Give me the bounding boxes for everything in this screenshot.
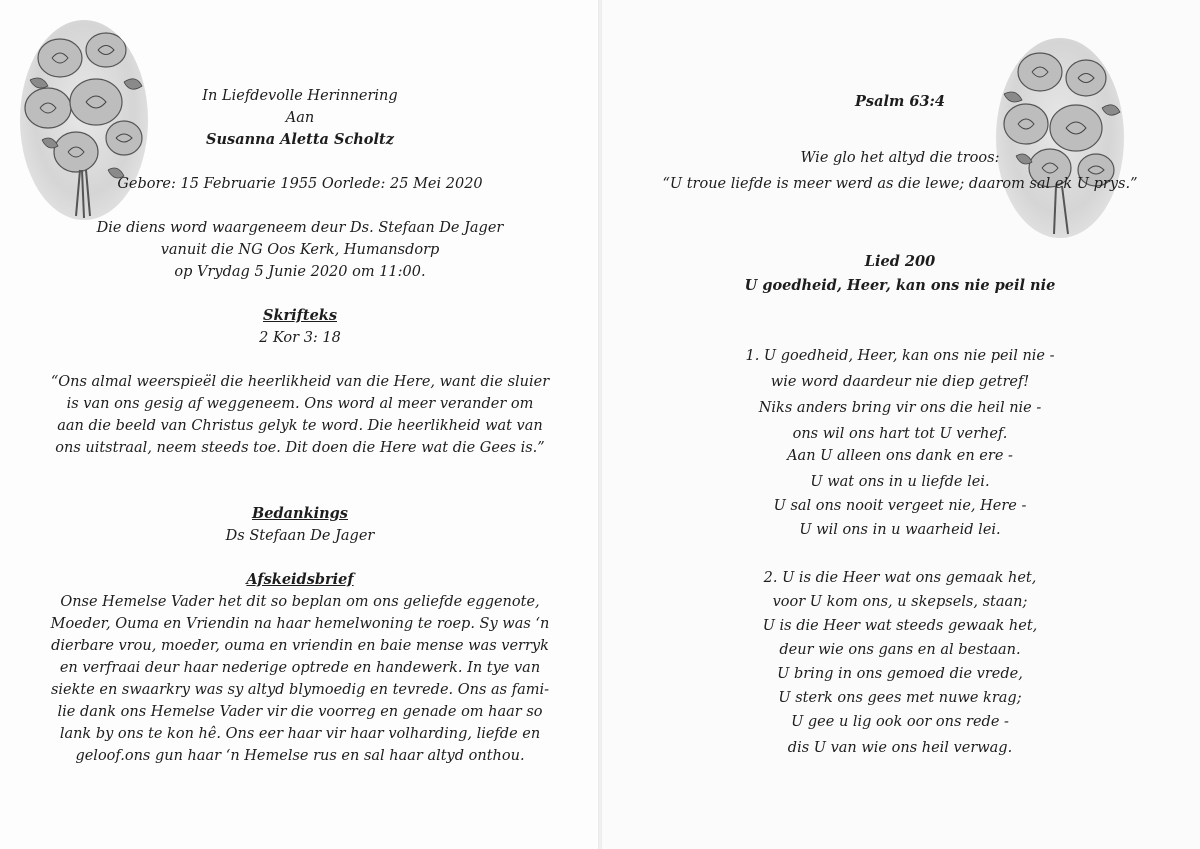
thanks-heading: Bedankings bbox=[252, 505, 348, 522]
hymn-title: U goedheid, Heer, kan ons nie peil nie bbox=[744, 277, 1056, 294]
farewell-line: Moeder, Ouma en Vriendin na haar hemelwoning te roep. Sy was ‘n bbox=[50, 616, 550, 632]
verse1-line: 1. U goedheid, Heer, kan ons nie peil nie - bbox=[745, 348, 1055, 364]
verse1-line: U wil ons in u waarheid lei. bbox=[799, 522, 1001, 538]
verse1-line: ons wil ons hart tot U verhef. bbox=[792, 426, 1008, 442]
farewell-line: en verfraai deur haar nederige optrede en handewerk. In tye van bbox=[59, 660, 541, 676]
scripture-line: ons uitstraal, neem steeds toe. Dit doen die Here wat die Gees is.” bbox=[55, 440, 545, 456]
verse2-line: dis U van wie ons heil verwag. bbox=[787, 740, 1013, 756]
scripture-line: “Ons almal weerspieël die heerlikheid van die Here, want die sluier bbox=[50, 374, 550, 390]
farewell-line: lank by ons te kon hê. Ons eer haar vir haar volharding, liefde en bbox=[59, 726, 541, 742]
farewell-heading: Afskeidsbrief bbox=[246, 571, 354, 588]
verse1-line: Niks anders bring vir ons die heil nie - bbox=[758, 400, 1042, 416]
verse1-line: wie word daardeur nie diep getref! bbox=[770, 374, 1030, 390]
scripture-line: is van ons gesig af weggeneem. Ons word al meer verander om bbox=[66, 396, 534, 412]
farewell-line: geloof.ons gun haar ‘n Hemelse rus en sal haar altyd onthou. bbox=[75, 748, 525, 764]
verse2-line: 2. U is die Heer wat ons gemaak het, bbox=[763, 570, 1037, 586]
verse2-line: U sterk ons gees met nuwe krag; bbox=[778, 690, 1022, 706]
service-line: op Vrydag 5 Junie 2020 om 11:00. bbox=[174, 264, 426, 280]
page-fold bbox=[598, 0, 602, 849]
deceased-name: Susanna Aletta Scholtz bbox=[206, 131, 394, 148]
hymn-number: Lied 200 bbox=[864, 253, 936, 270]
verse2-line: U gee u lig ook oor ons rede - bbox=[791, 714, 1009, 730]
psalm-quote: “U troue liefde is meer werd as die lewe; daarom sal ek U prys.” bbox=[662, 176, 1138, 192]
scripture-reference: 2 Kor 3: 18 bbox=[259, 330, 341, 346]
verse2-line: U bring in ons gemoed die vrede, bbox=[777, 666, 1023, 682]
intro-aan: Aan bbox=[285, 110, 315, 126]
psalm-title: Psalm 63:4 bbox=[855, 93, 945, 110]
verse1-line: U wat ons in u liefde lei. bbox=[810, 474, 990, 490]
verse2-line: voor U kom ons, u skepsels, staan; bbox=[772, 594, 1028, 610]
psalm-line: Wie glo het altyd die troos: bbox=[800, 150, 1000, 166]
farewell-line: Onse Hemelse Vader het dit so beplan om ons geliefde eggenote, bbox=[60, 594, 540, 610]
scripture-heading: Skrifteks bbox=[262, 307, 338, 324]
verse2-line: U is die Heer wat steeds gewaak het, bbox=[762, 618, 1038, 634]
farewell-line: siekte en swaarkry was sy altyd blymoedig en tevrede. Ons as fami- bbox=[50, 682, 550, 698]
farewell-line: dierbare vrou, moeder, ouma en vriendin en baie mense was verryk bbox=[51, 638, 549, 654]
verse1-line: U sal ons nooit vergeet nie, Here - bbox=[773, 498, 1027, 514]
farewell-line: lie dank ons Hemelse Vader vir die voorreg en genade om haar so bbox=[57, 704, 543, 720]
scripture-line: aan die beeld van Christus gelyk te word. Die heerlikheid wat van bbox=[57, 418, 543, 434]
rose-bouquet-icon bbox=[996, 38, 1124, 238]
verse2-line: deur wie ons gans en al bestaan. bbox=[779, 642, 1021, 658]
intro-line: In Liefdevolle Herinnering bbox=[202, 88, 398, 104]
thanks-name: Ds Stefaan De Jager bbox=[225, 528, 375, 544]
service-line: vanuit die NG Oos Kerk, Humansdorp bbox=[160, 242, 440, 258]
service-line: Die diens word waargeneem deur Ds. Stefaan De Jager bbox=[96, 220, 504, 236]
dates-line: Gebore: 15 Februarie 1955 Oorlede: 25 Mei 2020 bbox=[117, 176, 483, 192]
verse1-line: Aan U alleen ons dank en ere - bbox=[787, 448, 1013, 464]
